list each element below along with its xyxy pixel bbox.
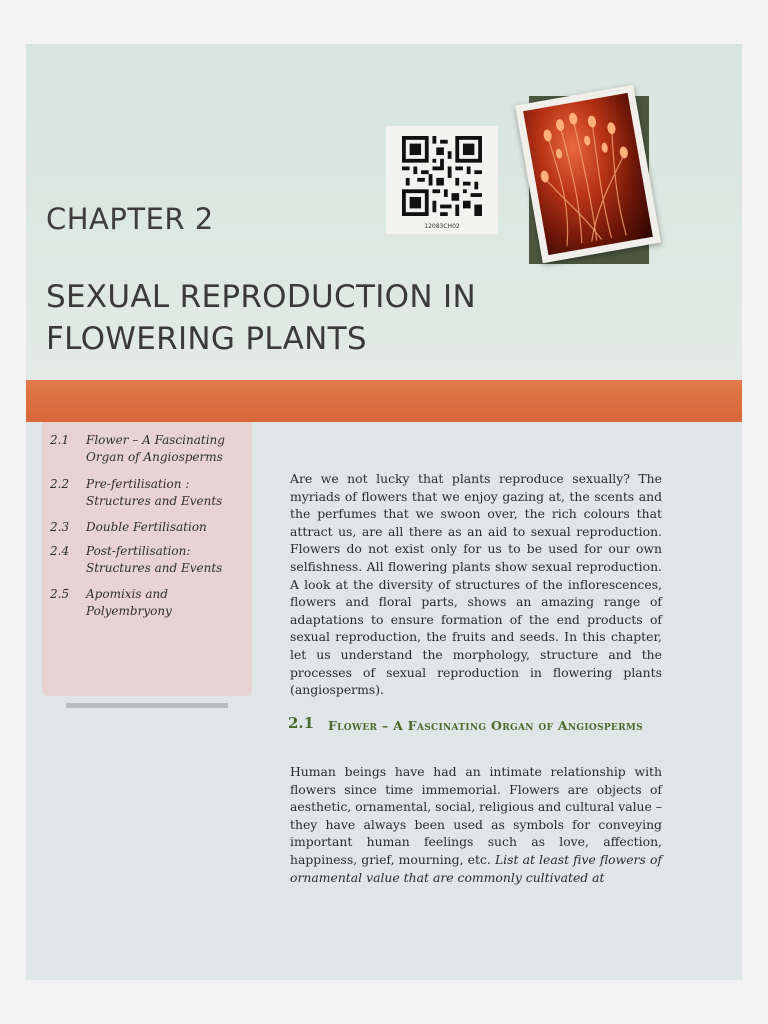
toc-title: Post-fertilisation: Structures and Events [86, 544, 223, 575]
textbook-page [26, 44, 742, 980]
contents-sidebar [42, 422, 252, 696]
toc-number: 2.5 [50, 587, 70, 601]
flower-stamen-image [523, 93, 653, 255]
toc-title: Flower – A Fascinating Organ of Angiosperms [86, 433, 225, 464]
toc-number: 2.1 [50, 433, 70, 447]
qr-caption: 12083CH02 [424, 223, 460, 230]
accent-band [26, 380, 742, 422]
toc-number: 2.2 [50, 477, 70, 491]
toc-title: Apomixis and Polyembryony [86, 587, 172, 618]
toc-number: 2.3 [50, 520, 70, 534]
section-paragraph [290, 763, 662, 886]
intro-paragraph: Are we not lucky that plants reproduce sexually? The myriads of flowers that we enjoy gazing at, the scents and the perfumes that we swoon over, the rich colours that attract us, are all there as an aid to sexual reproduction. Flowers do not exist only for us to be used for our own selfishness. All flowering plants show sexual reproduction. A look at the diversity of structures of the inflorescences, flowers and floral parts, shows an amazing range of adaptations to ensure formation of the end products of sexual reproduction, the fruits and seeds. In this chapter, let us understand the morphology, structure and the processes of sexual reproduction in flowering plants (angiosperms). [290, 471, 662, 698]
chapter-title: SEXUAL REPRODUCTION IN FLOWERING PLANTS [46, 279, 476, 357]
qr-code-box [386, 126, 498, 234]
toc-title: Pre-fertilisation : Structures and Events [86, 477, 223, 508]
section-number: 2.1 [288, 714, 315, 732]
toc-number: 2.4 [50, 544, 70, 558]
toc-title: Double Fertilisation [86, 520, 207, 534]
sidebar-divider [66, 703, 228, 708]
section-title: Flower – A Fascinating Organ of Angiosperms [328, 718, 643, 733]
stamen-illustration [523, 93, 653, 255]
paragraph-text: Human beings have had an intimate relationship with flowers since time immemorial. Flowers are objects of aesthetic, ornamental, social, religious and cultural value – they have always been used as symbols for conveying important human feelings such as love, affection, happiness, grief, mourning, etc. [290, 764, 662, 867]
activity-prompt: List at least five flowers of ornamental value that are commonly cultivated at [290, 851, 662, 885]
qr-code-icon [400, 136, 484, 216]
chapter-number: CHAPTER 2 [46, 202, 214, 236]
